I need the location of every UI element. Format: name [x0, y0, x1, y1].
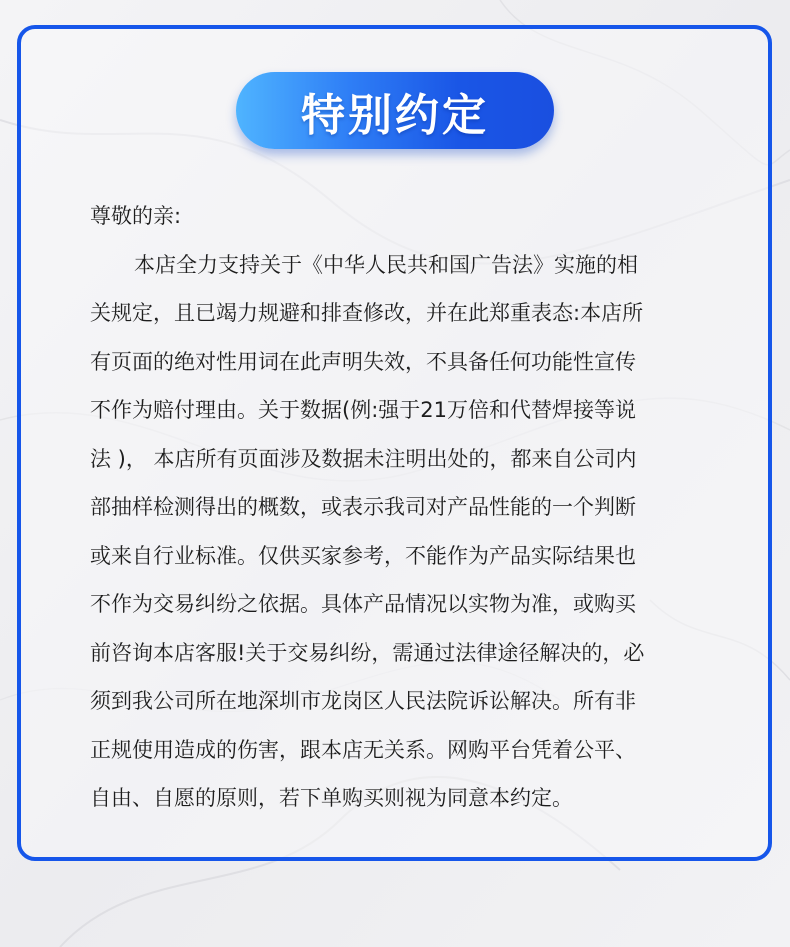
paragraph-line: 不作为交易纠纷之依据。具体产品情况以实物为准，或购买	[90, 592, 636, 616]
agreement-body	[90, 192, 715, 823]
paragraph-line: 或来自行业标准。仅供买家参考，不能作为产品实际结果也	[90, 543, 636, 568]
paragraph-line: 不作为赔付理由。关于数据(例:强于21万倍和代替焊接等说	[90, 398, 636, 422]
paragraph-line: 关规定，且已竭力规避和排查修改，并在此郑重表态:本店所	[90, 301, 644, 325]
paragraph-line: 有页面的绝对性用词在此声明失效，不具备任何功能性宣传	[90, 349, 636, 374]
paragraph-line: 法 )， 本店所有页面涉及数据未注明出处的，都来自公司内	[90, 446, 637, 471]
page-title: 特别约定	[301, 89, 489, 141]
paragraph-line: 部抽样检测得出的概数，或表示我司对产品性能的一个判断	[90, 495, 636, 519]
greeting-text: 尊敬的亲:	[90, 204, 182, 228]
paragraph-line: 须到我公司所在地深圳市龙岗区人民法院诉讼解决。所有非	[90, 689, 636, 713]
title-banner	[236, 72, 554, 149]
paragraph-line: 自由、自愿的原则，若下单购买则视为同意本约定。	[90, 786, 573, 810]
paragraph-line: 正规使用造成的伤害，跟本店无关系。网购平台凭着公平、	[90, 737, 636, 762]
paragraph-line: 本店全力支持关于《中华人民共和国广告法》实施的相	[134, 252, 638, 277]
paragraph-line: 前咨询本店客服!关于交易纠纷，需通过法律途径解决的，必	[90, 640, 645, 665]
